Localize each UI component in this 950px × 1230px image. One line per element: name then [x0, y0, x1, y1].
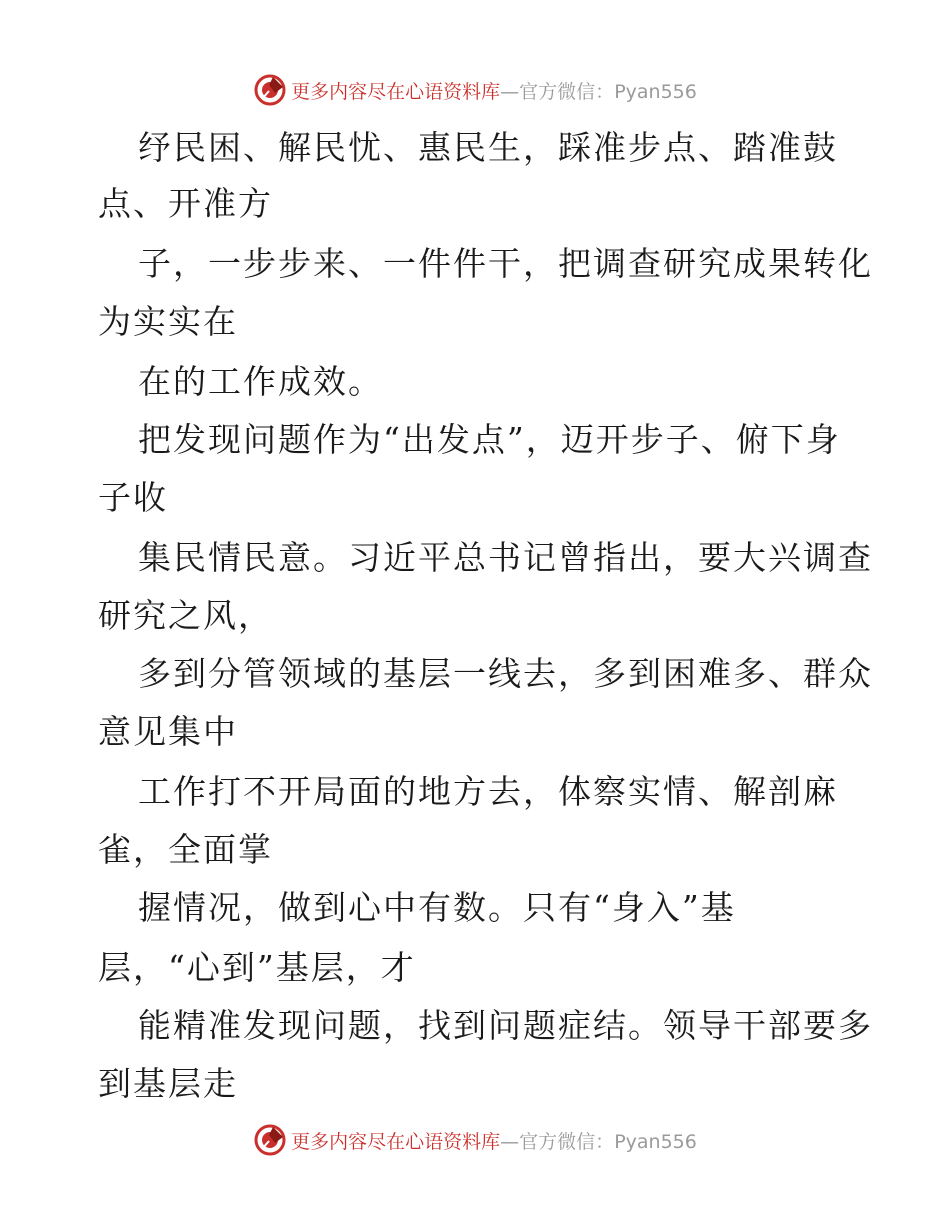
- logo-icon: [253, 1123, 287, 1157]
- text-line: 把发现问题作为“出发点”，迈开步子、俯下身: [138, 420, 841, 459]
- text-line: 研究之风，: [98, 596, 273, 635]
- header-banner: [0, 70, 950, 110]
- text-line: 子收: [98, 478, 168, 517]
- text-line: 层，“心到”基层，才: [98, 948, 416, 987]
- footer-banner: [0, 1120, 950, 1160]
- text-line: 纾民困、解民忧、惠民生，踩准步点、踏准鼓: [138, 128, 838, 167]
- text-line: 意见集中: [98, 712, 238, 751]
- header-banner-text: [291, 77, 697, 104]
- text-line: 工作打不开局面的地方去，体察实情、解剖麻: [138, 772, 838, 811]
- wechat-label: 官方微信：: [519, 80, 615, 103]
- text-line: 握情况，做到心中有数。只有“身入”基: [138, 888, 736, 927]
- banner-separator: —: [500, 1130, 520, 1153]
- text-line: 为实实在: [98, 302, 238, 341]
- banner-separator: —: [500, 80, 520, 103]
- footer-banner-text: [291, 1127, 697, 1154]
- wechat-label: 官方微信：: [519, 1130, 615, 1153]
- site-name: 更多内容尽在心语资料库: [291, 1130, 501, 1153]
- wechat-id: Pyan556: [614, 1130, 697, 1153]
- text-line: 能精准发现问题，找到问题症结。领导干部要多: [138, 1006, 873, 1045]
- text-line: 集民情民意。习近平总书记曾指出，要大兴调查: [138, 538, 873, 577]
- text-line: 到基层走: [98, 1064, 238, 1103]
- site-name: 更多内容尽在心语资料库: [291, 80, 501, 103]
- text-line: 点、开准方: [98, 184, 273, 223]
- logo-icon: [253, 73, 287, 107]
- text-line: 多到分管领域的基层一线去，多到困难多、群众: [138, 654, 873, 693]
- wechat-id: Pyan556: [614, 80, 697, 103]
- text-line: 子，一步步来、一件件干，把调查研究成果转化: [138, 244, 873, 283]
- text-line: 在的工作成效。: [138, 362, 383, 401]
- text-line: 雀，全面掌: [98, 830, 273, 869]
